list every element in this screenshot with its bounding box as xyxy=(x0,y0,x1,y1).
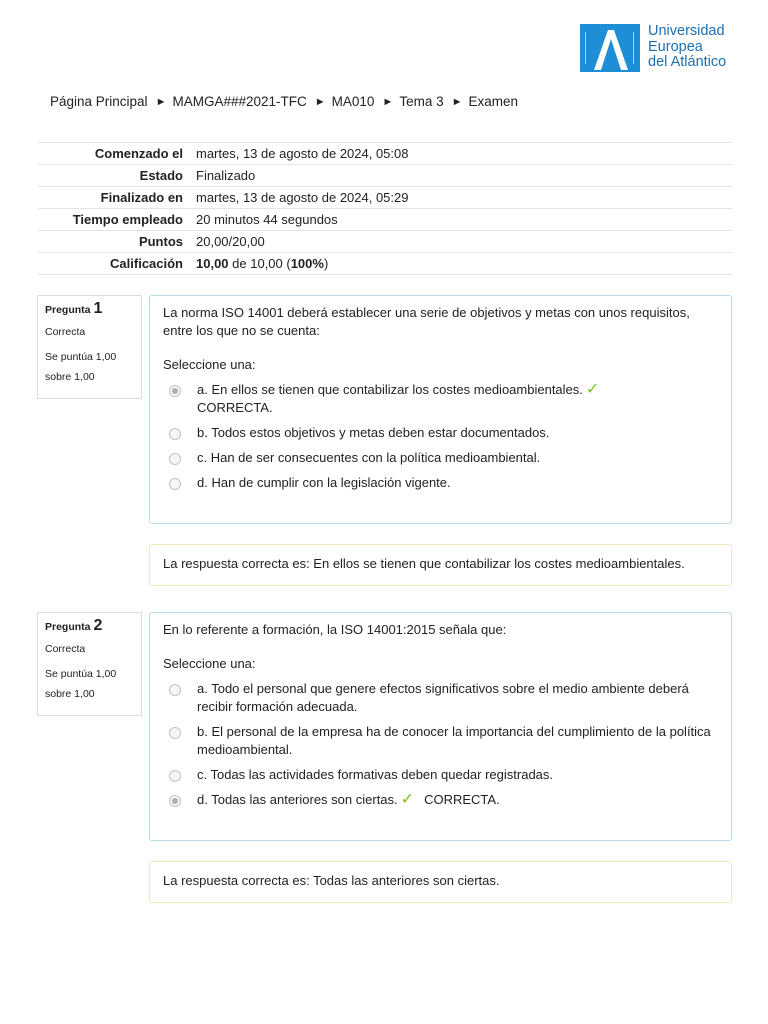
question-number: 2 xyxy=(93,617,103,634)
feedback-box-2 xyxy=(149,861,732,903)
answer-option[interactable] xyxy=(163,449,719,467)
question-info-1 xyxy=(37,295,142,399)
answer-option[interactable] xyxy=(163,680,719,716)
summary-label: Estado xyxy=(38,165,189,187)
checkmark-icon: ✓ xyxy=(400,791,415,808)
answer-option[interactable] xyxy=(163,381,719,417)
summary-row xyxy=(38,253,732,275)
question-grade-line-2: sobre 1,00 xyxy=(45,371,95,383)
breadcrumb-topic[interactable]: Tema 3 xyxy=(399,94,444,109)
answer-text: d. Han de cumplir con la legislación vigente. xyxy=(197,475,451,490)
radio-button[interactable] xyxy=(169,795,181,807)
question-text: En lo referente a formación, la ISO 14001:2015 señala que: xyxy=(163,622,507,637)
question-label: Pregunta xyxy=(45,304,91,316)
grade-number: 10,00 xyxy=(196,256,229,271)
breadcrumb-exam[interactable]: Examen xyxy=(468,94,519,109)
breadcrumb-module[interactable]: MA010 xyxy=(331,94,375,109)
answer-text: d. Todas las anteriores son ciertas. xyxy=(197,792,398,807)
radio-button[interactable] xyxy=(169,684,181,696)
summary-row xyxy=(38,165,732,187)
breadcrumb-separator-icon: ► xyxy=(314,95,326,108)
summary-value: martes, 13 de agosto de 2024, 05:29 xyxy=(189,187,732,209)
summary-row xyxy=(38,231,732,253)
summary-value: martes, 13 de agosto de 2024, 05:08 xyxy=(189,143,732,165)
answer-text: b. El personal de la empresa ha de conocer la importancia del cumplimiento de la política medioambiental. xyxy=(197,724,711,757)
grade-percent: 100% xyxy=(290,256,324,271)
question-text: La norma ISO 14001 deberá establecer una serie de objetivos y metas con unos requisitos, entre los que no se cuenta: xyxy=(163,305,690,338)
question-grade-line-1: Se puntúa 1,00 xyxy=(45,351,117,363)
grade-value xyxy=(189,253,732,275)
radio-button[interactable] xyxy=(169,727,181,739)
question-info-2 xyxy=(37,612,142,716)
question-number: 1 xyxy=(93,300,103,317)
summary-label: Finalizado en xyxy=(38,187,189,209)
logo-line-3: del Atlántico xyxy=(648,54,727,70)
summary-value: Finalizado xyxy=(189,165,732,187)
radio-button[interactable] xyxy=(169,428,181,440)
summary-row xyxy=(38,187,732,209)
question-content-2 xyxy=(149,612,732,841)
university-logo[interactable] xyxy=(580,24,726,72)
radio-button[interactable] xyxy=(169,478,181,490)
feedback-text: La respuesta correcta es: Todas las anteriores son ciertas. xyxy=(163,873,500,888)
grade-end: ) xyxy=(323,256,329,271)
radio-button[interactable] xyxy=(169,770,181,782)
summary-row xyxy=(38,209,732,231)
answer-option[interactable] xyxy=(163,723,719,759)
summary-label: Comenzado el xyxy=(38,143,189,165)
question-label: Pregunta xyxy=(45,621,91,633)
logo-text xyxy=(648,24,726,71)
answer-option[interactable] xyxy=(163,791,719,809)
correct-label: CORRECTA. xyxy=(424,792,500,807)
summary-label: Puntos xyxy=(38,231,189,253)
feedback-box-1 xyxy=(149,544,732,586)
answer-text: a. Todo el personal que genere efectos significativos sobre el medio ambiente deberá recibir formación adecuada. xyxy=(197,681,689,714)
question-prompt: Seleccione una: xyxy=(163,357,256,372)
question-prompt: Seleccione una: xyxy=(163,656,256,671)
grade-mid: de 10,00 ( xyxy=(228,256,291,271)
question-grade-line-2: sobre 1,00 xyxy=(45,688,95,700)
checkmark-icon: ✓ xyxy=(585,381,600,398)
answer-text: c. Todas las actividades formativas deben quedar registradas. xyxy=(197,767,554,782)
question-content-1 xyxy=(149,295,732,524)
answer-text: c. Han de ser consecuentes con la política medioambiental. xyxy=(197,450,541,465)
summary-label: Tiempo empleado xyxy=(38,209,189,231)
summary-value: 20,00/20,00 xyxy=(189,231,732,253)
answer-option[interactable] xyxy=(163,424,719,442)
answer-option[interactable] xyxy=(163,474,719,492)
logo-line-2: Europea xyxy=(648,38,703,55)
summary-value: 20 minutos 44 segundos xyxy=(189,209,732,231)
answer-text: b. Todos estos objetivos y metas deben estar documentados. xyxy=(197,425,550,440)
breadcrumb-home[interactable]: Página Principal xyxy=(50,94,148,109)
question-state: Correcta xyxy=(45,643,86,655)
correct-label: CORRECTA. xyxy=(197,400,273,415)
attempt-summary-table xyxy=(38,142,732,275)
feedback-text: La respuesta correcta es: En ellos se tienen que contabilizar los costes medioambientales. xyxy=(163,556,685,571)
breadcrumb-course[interactable]: MAMGA###2021-TFC xyxy=(172,94,307,109)
summary-row xyxy=(38,143,732,165)
question-state: Correcta xyxy=(45,326,86,338)
logo-a-icon xyxy=(580,24,640,72)
answer-text: a. En ellos se tienen que contabilizar los costes medioambientales. xyxy=(197,382,583,397)
answer-option[interactable] xyxy=(163,766,719,784)
breadcrumb-separator-icon: ► xyxy=(451,95,463,108)
logo-line-1: Universidad xyxy=(648,23,725,39)
breadcrumb xyxy=(50,94,518,109)
breadcrumb-separator-icon: ► xyxy=(155,95,167,108)
breadcrumb-separator-icon: ► xyxy=(382,95,394,108)
radio-button[interactable] xyxy=(169,385,181,397)
radio-button[interactable] xyxy=(169,453,181,465)
question-grade-line-1: Se puntúa 1,00 xyxy=(45,668,117,680)
summary-label: Calificación xyxy=(38,253,189,275)
